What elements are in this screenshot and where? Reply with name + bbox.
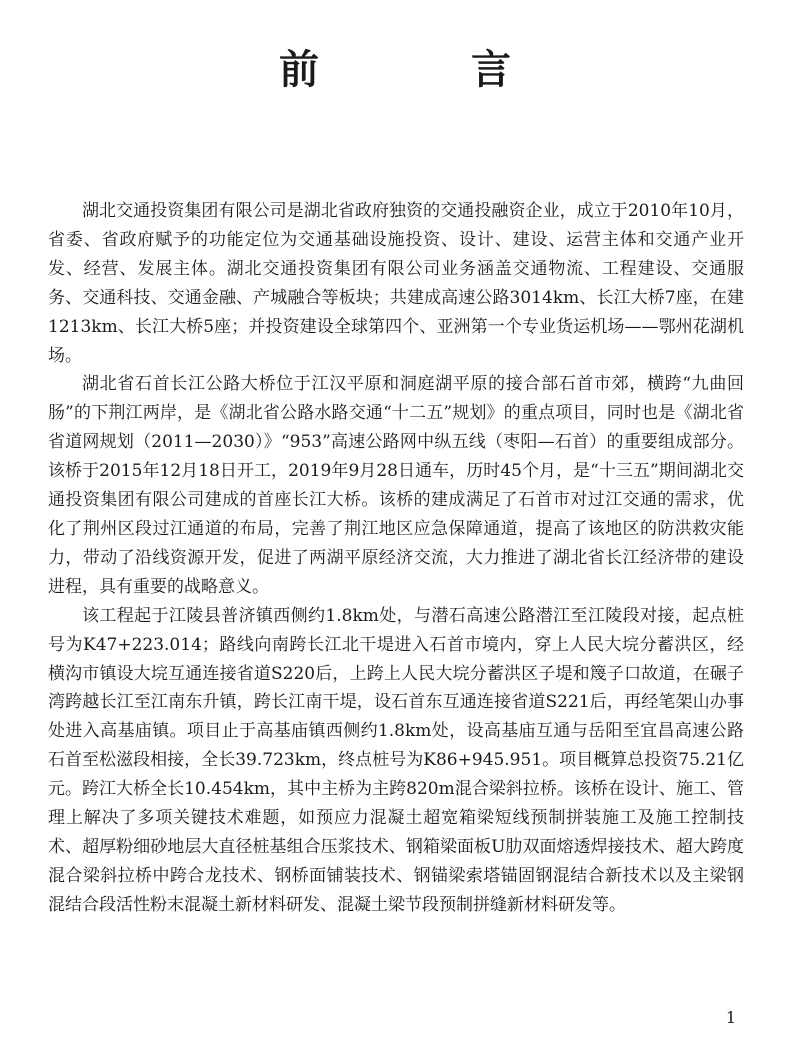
paragraph: 该工程起于江陵县普济镇西侧约1.8km处，与潜石高速公路潜江至江陵段对接，起点桩号为K47+223.014；路线向南跨长江北干堤进入石首市境内，穿上人民大垸分蓄洪区，经横沟市镇设大垸互通连接省道S220后，上跨上人民大垸分蓄洪区子堤和篾子口故道，在碾子湾跨越长江至江南东升镇，跨长江南干堤，设石首东互通连接省道S221后，再经笔架山办事处进入高基庙镇。项目止于高基庙镇西侧约1.8km处，设高基庙互通与岳阳至宜昌高速公路石首至松滋段相接，全长39.723km，终点桩号为K86+945.951。项目概算总投资75.21亿元。跨江大桥全长10.454km，其中主桥为主跨820m混合梁斜拉桥。该桥在设计、施工、管理上解决了多项关键技术难题，如预应力混凝土超宽箱梁短线预制拼装施工及施工控制技术、超厚粉细砂地层大直径桩基组合压浆技术、钢箱梁面板U肋双面熔透焊接技术、超大跨度混合梁斜拉桥中跨合龙技术、钢桥面铺装技术、钢锚梁索塔锚固钢混结合新技术以及主梁钢混结合段活性粉末混凝土新材料研发、混凝土梁节段预制拼缝新材料研发等。 bbox=[48, 605, 744, 915]
page-title: 前 言 bbox=[279, 46, 567, 93]
page-number: 1 bbox=[725, 1008, 736, 1027]
body-text bbox=[48, 197, 744, 920]
paragraph: 湖北省石首长江公路大桥位于江汉平原和洞庭湖平原的接合部石首市郊，横跨“九曲回肠”的下荆江两岸，是《湖北省公路水路交通“十二五”规划》的重点项目，同时也是《湖北省省道网规划（2011—2030）》“953”高速公路网中纵五线（枣阳—石首）的重要组成部分。该桥于2015年12月18日开工，2019年9月28日通车，历时45个月，是“十三五”期间湖北交通投资集团有限公司建成的首座长江大桥。该桥的建成满足了石首市对过江交通的需求，优化了荆州区段过江通道的布局，完善了荆江地区应急保障通道，提高了该地区的防洪救灾能力，带动了沿线资源开发，促进了两湖平原经济交流，大力推进了湖北省长江经济带的建设进程，具有重要的战略意义。 bbox=[48, 374, 744, 597]
paragraph: 湖北交通投资集团有限公司是湖北省政府独资的交通投融资企业，成立于2010年10月，省委、省政府赋予的功能定位为交通基础设施投资、设计、建设、运营主体和交通产业开发、经营、发展主体。湖北交通投资集团有限公司业务涵盖交通物流、工程建设、交通服务、交通科技、交通金融、产城融合等板块；共建成高速公路3014km、长江大桥7座，在建1213km、长江大桥5座；并投资建设全球第四个、亚洲第一个专业货运机场——鄂州花湖机场。 bbox=[48, 201, 744, 366]
